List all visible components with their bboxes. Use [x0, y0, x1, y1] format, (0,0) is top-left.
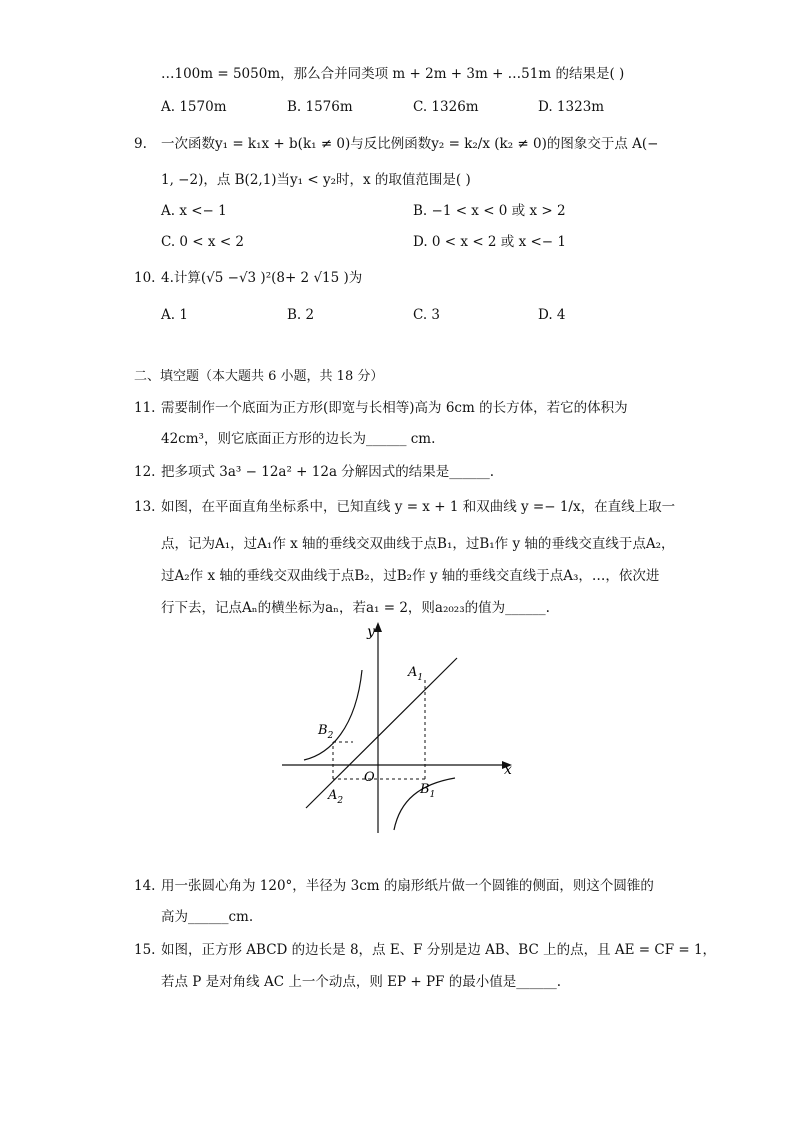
q8-option-b: B. 1576m [287, 99, 353, 115]
q10-number: 10. [134, 270, 156, 286]
q9-option-a: A. x <− 1 [161, 203, 227, 219]
point-a2-label: $A_2$ [328, 788, 344, 806]
q15-line-2: 若点 P 是对角线 AC 上一个动点，则 EP + PF 的最小值是______. [161, 974, 561, 990]
point-b1-label: $B_1$ [420, 782, 436, 800]
y-axis-label: y [367, 624, 375, 640]
q13-line-4: 行下去，记点Aₙ的横坐标为aₙ，若a₁ = 2，则a₂₀₂₃的值为______. [161, 600, 550, 616]
q11-number: 11. [134, 400, 156, 416]
q9-number: 9. [134, 136, 147, 152]
q10-option-d: D. 4 [538, 307, 566, 323]
q13-line-1: 如图，在平面直角坐标系中，已知直线 y = x + 1 和双曲线 y =− 1/x，在直线上取一 [161, 499, 676, 515]
q10-option-a: A. 1 [161, 307, 188, 323]
q9-option-d: D. 0 < x < 2 或 x <− 1 [413, 234, 566, 250]
q12-line-1: 把多项式 3a³ − 12a² + 12a 分解因式的结果是______. [161, 464, 495, 480]
q10-option-b: B. 2 [287, 307, 315, 323]
q10-option-c: C. 3 [413, 307, 441, 323]
q9-line-1: 一次函数y₁ = k₁x + b(k₁ ≠ 0)与反比例函数y₂ = k₂/x (k₂ ≠ 0)的图象交于点 A(− [161, 136, 659, 152]
q8-option-c: C. 1326m [413, 99, 479, 115]
q15-line-1: 如图，正方形 ABCD 的边长是 8，点 E、F 分别是边 AB、BC 上的点，且 AE = CF = 1， [161, 942, 717, 958]
y-axis-arrow [374, 622, 382, 632]
q11-line-2: 42cm³，则它底面正方形的边长为______ cm. [161, 431, 436, 447]
q14-number: 14. [134, 878, 156, 894]
origin-label: O [364, 770, 375, 785]
section-heading-fill-in: 二、填空题（本大题共 6 小题，共 18 分） [134, 369, 384, 384]
q12-number: 12. [134, 464, 156, 480]
q8-option-d: D. 1323m [538, 99, 605, 115]
q9-line-2: 1, −2)，点 B(2,1)当y₁ < y₂时，x 的取值范围是( ) [161, 172, 471, 188]
q10-line-1: 4.计算(√5 −√3 )²(8+ 2 √15 )为 [161, 270, 363, 286]
q14-line-2: 高为______cm. [161, 909, 254, 925]
q15-number: 15. [134, 942, 156, 958]
q8-option-a: A. 1570m [161, 99, 227, 115]
q13-number: 13. [134, 499, 156, 515]
point-b2-label: $B_2$ [318, 723, 334, 741]
q14-line-1: 用一张圆心角为 120°，半径为 3cm 的扇形纸片做一个圆锥的侧面，则这个圆锥的 [161, 878, 654, 894]
q9-option-c: C. 0 < x < 2 [161, 234, 245, 250]
x-axis-label: x [504, 762, 512, 778]
q13-line-3: 过A₂作 x 轴的垂线交双曲线于点B₂，过B₂作 y 轴的垂线交直线于点A₃，…，依次进 [161, 568, 660, 584]
point-a1-label: $A_1$ [408, 665, 424, 683]
q13-line-2: 点，记为A₁，过A₁作 x 轴的垂线交双曲线于点B₁，过B₁作 y 轴的垂线交直线于点A₂， [161, 536, 675, 552]
q8-continuation: …100m = 5050m，那么合并同类项 m + 2m + 3m + …51m 的结果是( ) [161, 66, 625, 82]
q9-option-b: B. −1 < x < 0 或 x > 2 [413, 203, 566, 219]
q13-figure [270, 618, 520, 838]
q11-line-1: 需要制作一个底面为正方形(即宽与长相等)高为 6cm 的长方体，若它的体积为 [161, 400, 628, 416]
